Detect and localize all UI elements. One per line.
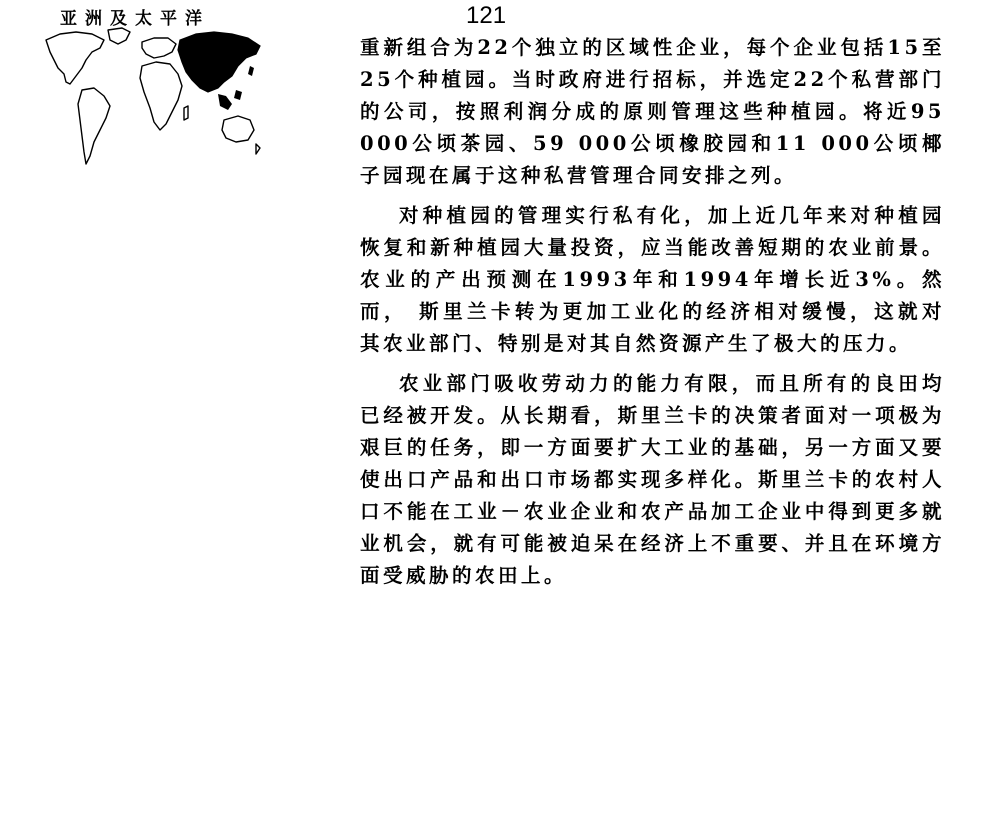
paragraph: 对种植园的管理实行私有化，加上近几年来对种植园恢复和新种植园大量投资，应当能改善短期的农业前景。农业的产出预测在1993年和1994年增长近3%。然而， 斯里兰卡转为更加工业化的经济相对缓慢，这就对其农业部门、特别是对其自然资源产生了极大的压力。 [360, 204, 945, 355]
world-map-icon [42, 26, 264, 168]
page-number: 121 [466, 2, 507, 29]
section-title: 亚洲及太平洋 [60, 9, 210, 29]
paragraph: 农业部门吸收劳动力的能力有限，而且所有的良田均已经被开发。从长期看，斯里兰卡的决策者面对一项极为艰巨的任务，即一方面要扩大工业的基础，另一方面又要使出口产品和出口市场都实现多样化。斯里兰卡的农村人口不能在工业－农业企业和农产品加工企业中得到更多就业机会，就有可能被迫呆在经济上不重要、并且在环境方面受威胁的农田上。 [360, 372, 945, 587]
paragraph: 重新组合为22个独立的区域性企业，每个企业包括15至25个种植园。当时政府进行招标，并选定22个私营部门的公司，按照利润分成的原则管理这些种植园。将近95 000公顷茶园、59 000公顷橡胶园和11 000公顷椰子园现在属于这种私营管理合同安排之列。 [360, 36, 945, 187]
body-text [360, 32, 945, 600]
